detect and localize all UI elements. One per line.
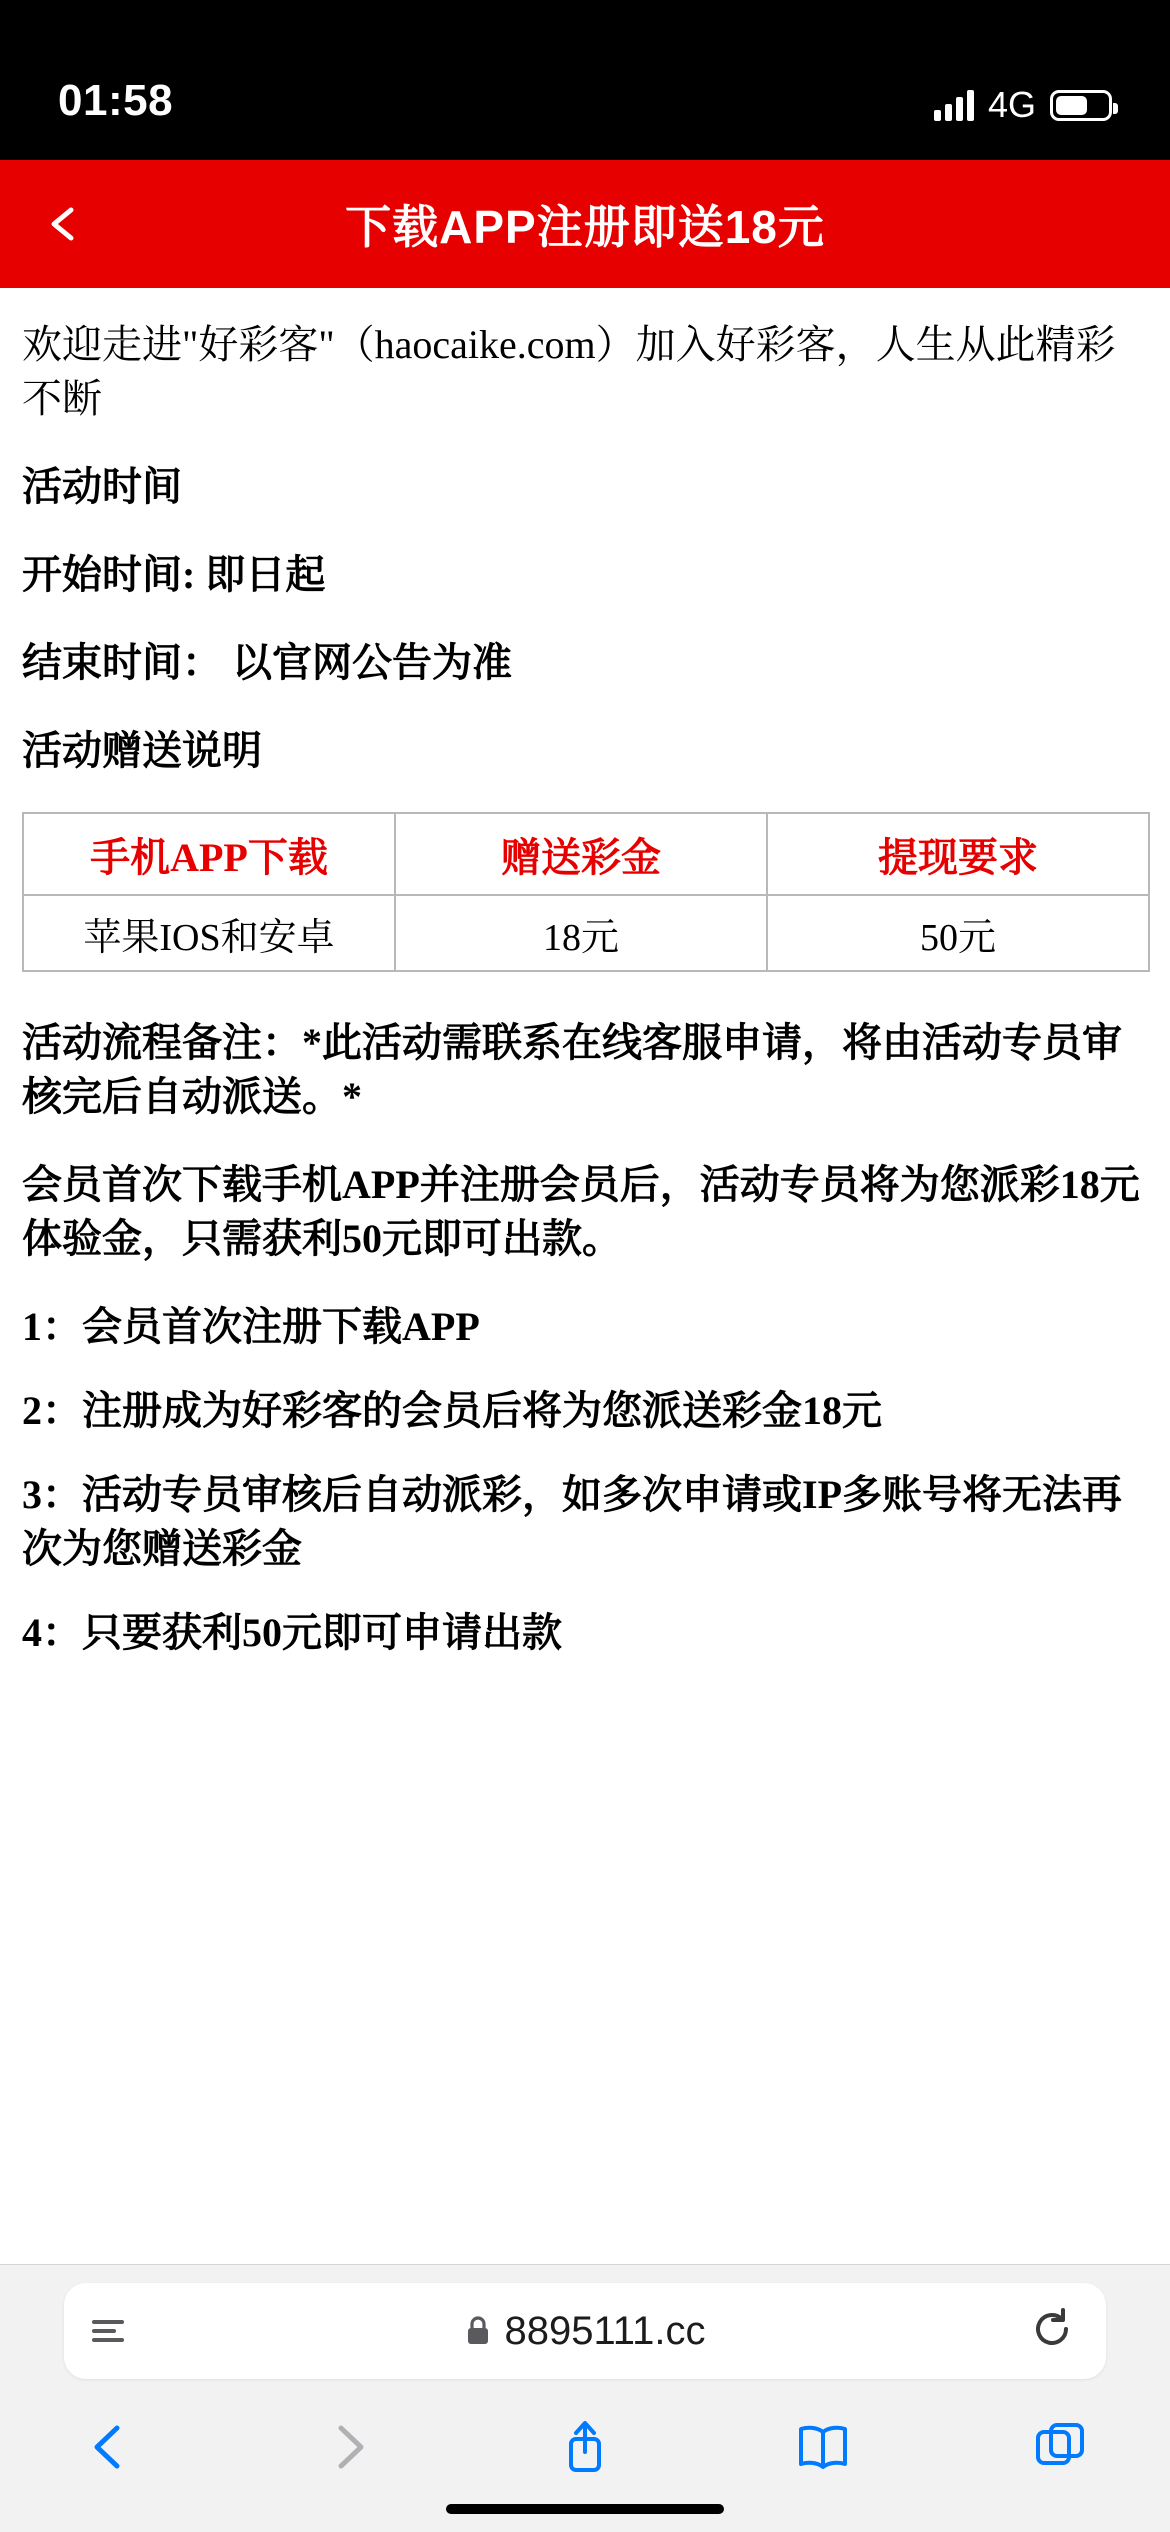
book-icon [795, 2422, 851, 2472]
promo-table [22, 812, 1150, 972]
tabs-button[interactable] [1020, 2407, 1100, 2487]
url-display [465, 2309, 706, 2354]
table-header-cell: 提现要求 [767, 813, 1149, 895]
browser-toolbar [0, 2264, 1170, 2532]
signal-bars-icon [934, 89, 974, 121]
browser-actions [0, 2379, 1170, 2487]
chevron-left-icon [83, 2420, 137, 2474]
status-time: 01:58 [58, 76, 174, 125]
status-bar [0, 0, 1170, 160]
step-item-3: 3：活动专员审核后自动派彩，如多次申请或IP多账号将无法再次为您赠送彩金 [22, 1472, 1122, 1571]
description-text: 会员首次下载手机APP并注册会员后，活动专员将为您派彩18元体验金，只需获利50元即可出款。 [22, 1162, 1140, 1261]
tabs-icon [1033, 2420, 1087, 2474]
address-bar[interactable] [64, 2283, 1106, 2379]
process-note-text: 活动流程备注：*此活动需联系在线客服申请，将由活动专员审核完后自动派送。* [22, 1020, 1122, 1119]
page-title: 下载APP注册即送18元 [345, 201, 825, 253]
intro-paragraph: 欢迎走进"好彩客"（haocaike.com）加入好彩客，人生从此精彩不断 [22, 322, 1116, 421]
header-back-button[interactable] [30, 189, 100, 259]
table-row [23, 895, 1149, 971]
url-text: 8895111.cc [504, 2308, 706, 2353]
chevron-left-icon [43, 202, 87, 246]
share-button[interactable] [545, 2407, 625, 2487]
reload-icon[interactable] [1030, 2307, 1074, 2356]
end-time-text: 结束时间： 以官网公告为准 [22, 640, 512, 685]
page-content [0, 288, 1170, 1660]
chevron-right-icon [321, 2420, 375, 2474]
table-header-cell: 赠送彩金 [395, 813, 767, 895]
table-cell: 苹果IOS和安卓 [23, 895, 395, 971]
bookmarks-button[interactable] [783, 2407, 863, 2487]
url-row [0, 2265, 1170, 2379]
table-cell: 50元 [767, 895, 1149, 971]
section-gift-title: 活动赠送说明 [22, 728, 262, 773]
table-header-row [23, 813, 1149, 895]
step-item-4: 4：只要获利50元即可申请出款 [22, 1610, 562, 1655]
lock-icon [465, 2315, 491, 2347]
status-indicators [934, 84, 1112, 126]
text-size-icon[interactable] [92, 2320, 124, 2342]
section-time-title: 活动时间 [22, 464, 182, 509]
step-item-1: 1：会员首次注册下载APP [22, 1304, 480, 1349]
page-header [0, 160, 1170, 288]
table-cell: 18元 [395, 895, 767, 971]
table-header-cell: 手机APP下载 [23, 813, 395, 895]
browser-back-button[interactable] [70, 2407, 150, 2487]
battery-icon [1050, 90, 1112, 121]
network-type-label: 4G [987, 84, 1036, 125]
step-item-2: 2：注册成为好彩客的会员后将为您派送彩金18元 [22, 1388, 882, 1433]
home-indicator [446, 2504, 724, 2514]
browser-forward-button[interactable] [308, 2407, 388, 2487]
share-icon [558, 2418, 612, 2476]
start-time-text: 开始时间: 即日起 [22, 552, 326, 597]
